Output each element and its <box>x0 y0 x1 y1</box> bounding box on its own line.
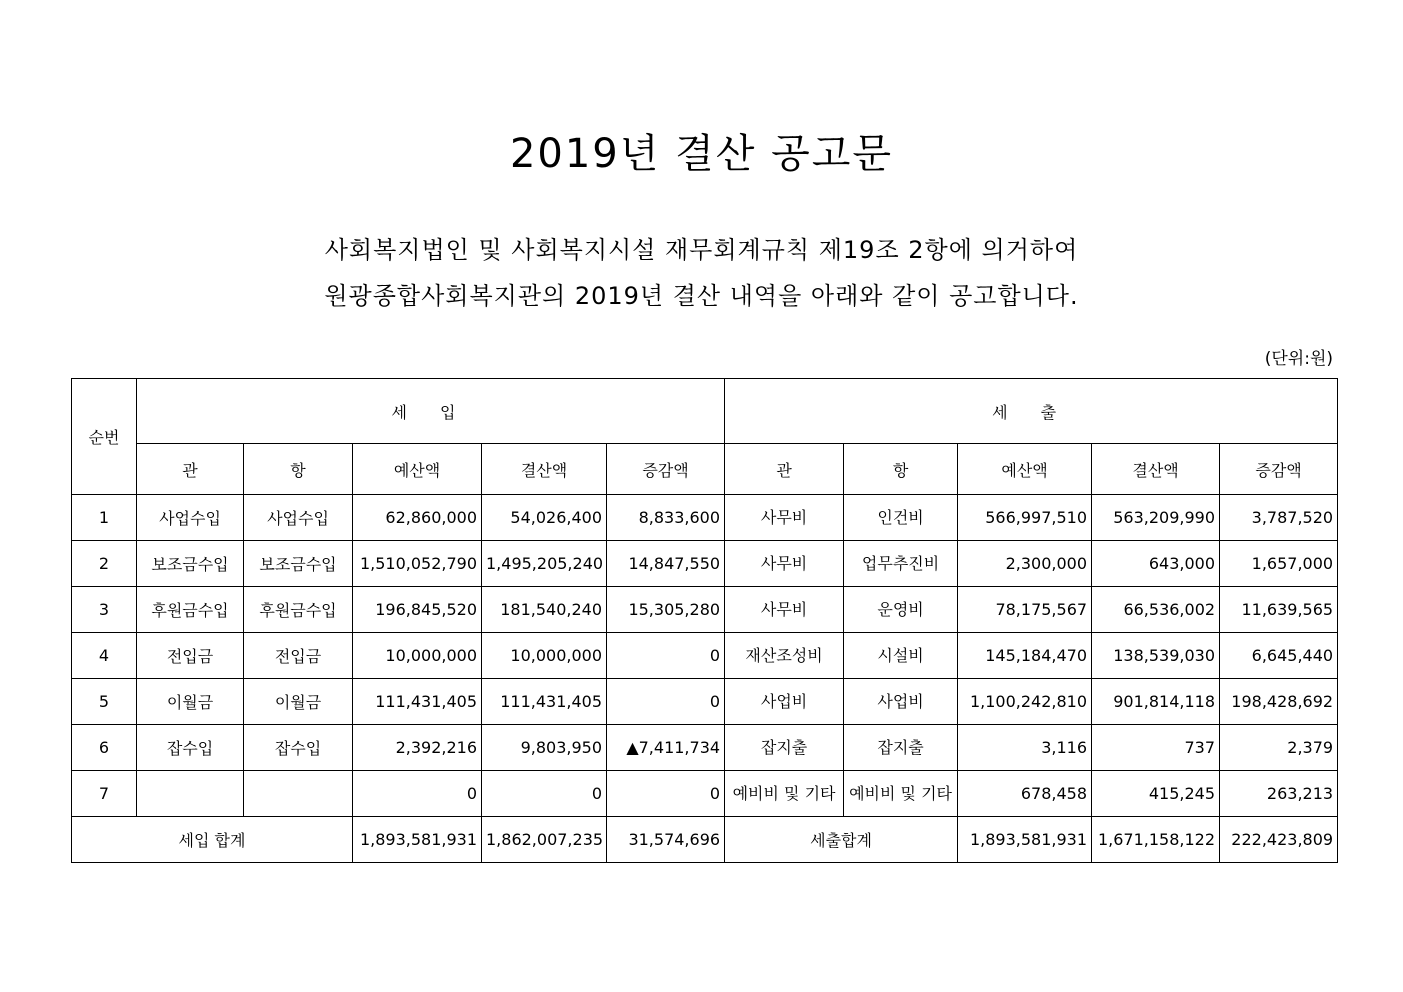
table-row <box>72 679 1338 725</box>
header-row-1 <box>72 379 1338 444</box>
table-row <box>72 771 1338 817</box>
income-total-budget: 1,893,581,931 <box>353 817 482 863</box>
seq-header: 순번 <box>72 379 137 495</box>
income-budget-cell: 196,845,520 <box>353 587 482 633</box>
income-gwan-header: 관 <box>137 444 244 495</box>
expense-settled-cell: 643,000 <box>1092 541 1220 587</box>
intro-line-2: 원광종합사회복지관의 2019년 결산 내역을 아래와 같이 공고합니다. <box>324 282 1079 310</box>
seq-cell: 5 <box>72 679 137 725</box>
expense-total-diff: 222,423,809 <box>1220 817 1338 863</box>
expense-budget-cell: 566,997,510 <box>958 495 1092 541</box>
income-gwan-cell: 후원금수입 <box>137 587 244 633</box>
expense-settled-cell: 415,245 <box>1092 771 1220 817</box>
income-settled-cell: 1,495,205,240 <box>482 541 607 587</box>
table-row <box>72 495 1338 541</box>
table-row <box>72 725 1338 771</box>
expense-hang-cell: 시설비 <box>844 633 958 679</box>
income-hang-cell: 보조금수입 <box>244 541 353 587</box>
income-diff-cell: 0 <box>607 633 725 679</box>
expense-gwan-cell: 사무비 <box>725 587 844 633</box>
income-hang-header: 항 <box>244 444 353 495</box>
income-gwan-cell: 잡수입 <box>137 725 244 771</box>
expense-total-label: 세출합계 <box>725 817 958 863</box>
expense-hang-cell: 사업비 <box>844 679 958 725</box>
income-hang-cell: 후원금수입 <box>244 587 353 633</box>
expense-diff-cell: 263,213 <box>1220 771 1338 817</box>
seq-cell: 4 <box>72 633 137 679</box>
page-title: 2019년 결산 공고문 <box>509 131 894 177</box>
expense-gwan-cell: 사업비 <box>725 679 844 725</box>
expense-diff-cell: 3,787,520 <box>1220 495 1338 541</box>
expense-gwan-cell: 사무비 <box>725 495 844 541</box>
income-diff-header: 증감액 <box>607 444 725 495</box>
income-gwan-cell: 사업수입 <box>137 495 244 541</box>
expense-settled-cell: 138,539,030 <box>1092 633 1220 679</box>
income-diff-cell: 14,847,550 <box>607 541 725 587</box>
expense-settled-cell: 66,536,002 <box>1092 587 1220 633</box>
seq-cell: 7 <box>72 771 137 817</box>
income-diff-cell: 15,305,280 <box>607 587 725 633</box>
expense-hang-cell: 인건비 <box>844 495 958 541</box>
expense-diff-cell: 11,639,565 <box>1220 587 1338 633</box>
income-settled-header: 결산액 <box>482 444 607 495</box>
total-row <box>72 817 1338 863</box>
expense-diff-cell: 2,379 <box>1220 725 1338 771</box>
income-gwan-cell: 이월금 <box>137 679 244 725</box>
expense-gwan-cell: 잡지출 <box>725 725 844 771</box>
settlement-table <box>71 378 1338 863</box>
income-budget-cell: 111,431,405 <box>353 679 482 725</box>
income-total-label: 세입 합계 <box>72 817 353 863</box>
income-budget-header: 예산액 <box>353 444 482 495</box>
income-hang-cell: 전입금 <box>244 633 353 679</box>
income-settled-cell: 181,540,240 <box>482 587 607 633</box>
seq-cell: 1 <box>72 495 137 541</box>
income-budget-cell: 62,860,000 <box>353 495 482 541</box>
expense-budget-cell: 2,300,000 <box>958 541 1092 587</box>
table-row <box>72 587 1338 633</box>
income-diff-cell: 0 <box>607 679 725 725</box>
expense-total-settled: 1,671,158,122 <box>1092 817 1220 863</box>
income-diff-cell: 8,833,600 <box>607 495 725 541</box>
income-hang-cell <box>244 771 353 817</box>
income-gwan-cell: 보조금수입 <box>137 541 244 587</box>
income-total-diff: 31,574,696 <box>607 817 725 863</box>
seq-cell: 3 <box>72 587 137 633</box>
expense-gwan-cell: 예비비 및 기타 <box>725 771 844 817</box>
expense-budget-cell: 78,175,567 <box>958 587 1092 633</box>
expense-settled-header: 결산액 <box>1092 444 1220 495</box>
expense-hang-cell: 업무추진비 <box>844 541 958 587</box>
expense-budget-cell: 3,116 <box>958 725 1092 771</box>
income-budget-cell: 10,000,000 <box>353 633 482 679</box>
expense-budget-cell: 678,458 <box>958 771 1092 817</box>
seq-cell: 2 <box>72 541 137 587</box>
income-settled-cell: 0 <box>482 771 607 817</box>
income-settled-cell: 10,000,000 <box>482 633 607 679</box>
expense-hang-cell: 잡지출 <box>844 725 958 771</box>
expense-budget-cell: 1,100,242,810 <box>958 679 1092 725</box>
income-settled-cell: 111,431,405 <box>482 679 607 725</box>
income-diff-cell: 0 <box>607 771 725 817</box>
expense-settled-cell: 901,814,118 <box>1092 679 1220 725</box>
expense-hang-cell: 예비비 및 기타 <box>844 771 958 817</box>
intro-line-1: 사회복지법인 및 사회복지시설 재무회계규칙 제19조 2항에 의거하여 <box>324 236 1079 264</box>
expense-settled-cell: 737 <box>1092 725 1220 771</box>
income-budget-cell: 2,392,216 <box>353 725 482 771</box>
expense-budget-header: 예산액 <box>958 444 1092 495</box>
expense-hang-cell: 운영비 <box>844 587 958 633</box>
income-settled-cell: 54,026,400 <box>482 495 607 541</box>
seq-cell: 6 <box>72 725 137 771</box>
income-budget-cell: 1,510,052,790 <box>353 541 482 587</box>
income-settled-cell: 9,803,950 <box>482 725 607 771</box>
income-hang-cell: 사업수입 <box>244 495 353 541</box>
expense-diff-cell: 1,657,000 <box>1220 541 1338 587</box>
expense-total-budget: 1,893,581,931 <box>958 817 1092 863</box>
expense-settled-cell: 563,209,990 <box>1092 495 1220 541</box>
expense-diff-header: 증감액 <box>1220 444 1338 495</box>
expense-header: 세 출 <box>725 379 1338 444</box>
expense-diff-cell: 198,428,692 <box>1220 679 1338 725</box>
header-row-2 <box>72 444 1338 495</box>
unit-label: (단위:원) <box>1264 349 1333 369</box>
table-row <box>72 633 1338 679</box>
income-gwan-cell <box>137 771 244 817</box>
expense-hang-header: 항 <box>844 444 958 495</box>
expense-gwan-header: 관 <box>725 444 844 495</box>
income-total-settled: 1,862,007,235 <box>482 817 607 863</box>
income-budget-cell: 0 <box>353 771 482 817</box>
expense-budget-cell: 145,184,470 <box>958 633 1092 679</box>
table-row <box>72 541 1338 587</box>
income-header: 세 입 <box>137 379 725 444</box>
income-hang-cell: 잡수입 <box>244 725 353 771</box>
expense-diff-cell: 6,645,440 <box>1220 633 1338 679</box>
expense-gwan-cell: 재산조성비 <box>725 633 844 679</box>
expense-gwan-cell: 사무비 <box>725 541 844 587</box>
income-hang-cell: 이월금 <box>244 679 353 725</box>
income-diff-cell: ▲7,411,734 <box>607 725 725 771</box>
income-gwan-cell: 전입금 <box>137 633 244 679</box>
